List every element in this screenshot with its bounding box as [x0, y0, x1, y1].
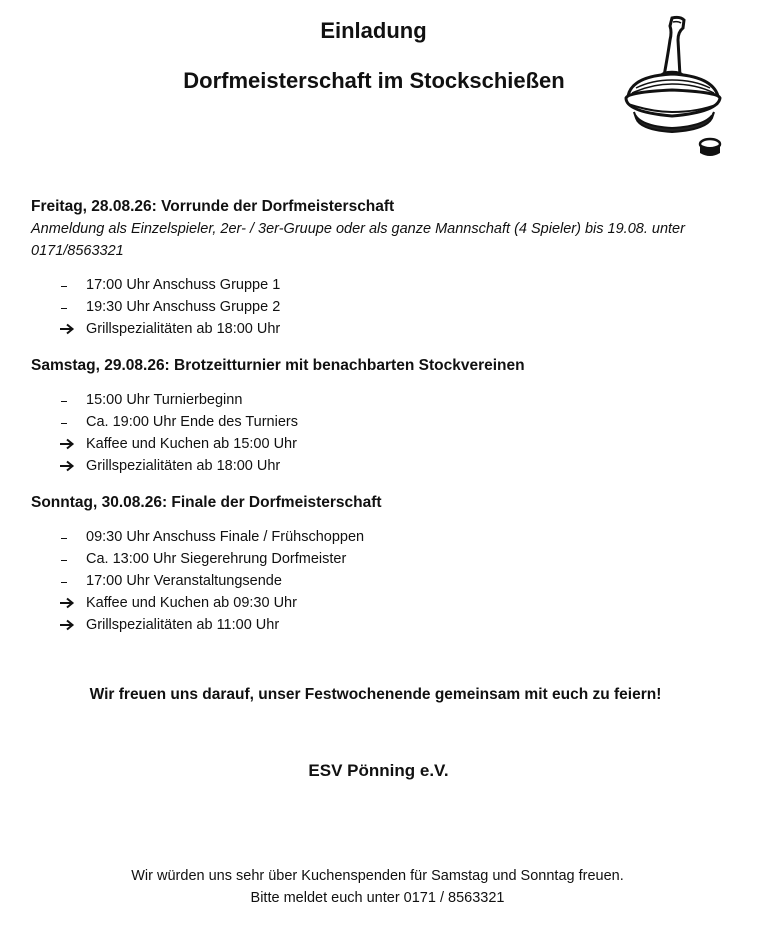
item-text: Grillspezialitäten ab 18:00 Uhr — [86, 321, 281, 337]
item-text: 15:00 Uhr Turnierbeginn — [86, 392, 243, 408]
eisstock-icon — [622, 14, 726, 164]
list-item — [31, 411, 731, 433]
list-item — [31, 614, 731, 636]
dash-icon — [61, 560, 67, 561]
list-item — [31, 526, 731, 548]
list-item — [31, 296, 731, 318]
item-text: 17:00 Uhr Anschuss Gruppe 1 — [86, 277, 281, 293]
day-section-sunday — [31, 492, 731, 636]
closing-message: Wir freuen uns darauf, unser Festwochenende gemeinsam mit euch zu feiern! — [89, 686, 662, 703]
dash-icon — [61, 582, 67, 583]
list-item — [31, 389, 731, 411]
registration-note: Anmeldung als Einzelspieler, 2er- / 3er-Gruupe oder als ganze Mannschaft (4 Spieler) bis 19.08. unter 0171/8563321 — [31, 221, 685, 259]
item-text: Ca. 13:00 Uhr Siegerehrung Dorfmeister — [86, 551, 347, 567]
list-item — [31, 548, 731, 570]
dash-icon — [61, 401, 67, 402]
dash-icon — [61, 286, 67, 287]
footer-note: Wir würden uns sehr über Kuchenspenden für Samstag und Sonntag freuen. — [131, 868, 624, 884]
item-text: Grillspezialitäten ab 18:00 Uhr — [86, 458, 281, 474]
day-section-saturday — [31, 355, 731, 477]
schedule-list — [31, 389, 731, 477]
list-item — [31, 318, 731, 340]
item-text: 19:30 Uhr Anschuss Gruppe 2 — [86, 299, 281, 315]
page-subtitle: Dorfmeisterschaft im Stockschießen — [183, 68, 565, 93]
item-text: Kaffee und Kuchen ab 09:30 Uhr — [86, 595, 297, 611]
dash-icon — [61, 538, 67, 539]
list-item — [31, 433, 731, 455]
item-text: 09:30 Uhr Anschuss Finale / Frühschoppen — [86, 529, 365, 545]
schedule-list — [31, 526, 731, 636]
item-text: Ca. 19:00 Uhr Ende des Turniers — [86, 414, 298, 430]
arrow-right-icon — [59, 619, 75, 631]
dash-icon — [61, 423, 67, 424]
item-text: Kaffee und Kuchen ab 15:00 Uhr — [86, 436, 297, 452]
page-title: Einladung — [320, 18, 427, 43]
day-heading: Freitag, 28.08.26: Vorrunde der Dorfmeisterschaft — [31, 198, 395, 215]
item-text: 17:00 Uhr Veranstaltungsende — [86, 573, 282, 589]
list-item — [31, 592, 731, 614]
arrow-right-icon — [59, 597, 75, 609]
list-item — [31, 274, 731, 296]
list-item — [31, 455, 731, 477]
item-text: Grillspezialitäten ab 11:00 Uhr — [86, 617, 280, 633]
schedule-list — [31, 274, 731, 340]
dash-icon — [61, 308, 67, 309]
list-item — [31, 570, 731, 592]
arrow-right-icon — [59, 460, 75, 472]
club-name: ESV Pönning e.V. — [308, 761, 449, 780]
footer-contact: Bitte meldet euch unter 0171 / 8563321 — [250, 890, 505, 906]
arrow-right-icon — [59, 438, 75, 450]
day-heading: Sonntag, 30.08.26: Finale der Dorfmeisterschaft — [31, 494, 382, 511]
day-heading: Samstag, 29.08.26: Brotzeitturnier mit benachbarten Stockvereinen — [31, 357, 525, 374]
day-section-friday — [31, 196, 731, 340]
arrow-right-icon — [59, 323, 75, 335]
